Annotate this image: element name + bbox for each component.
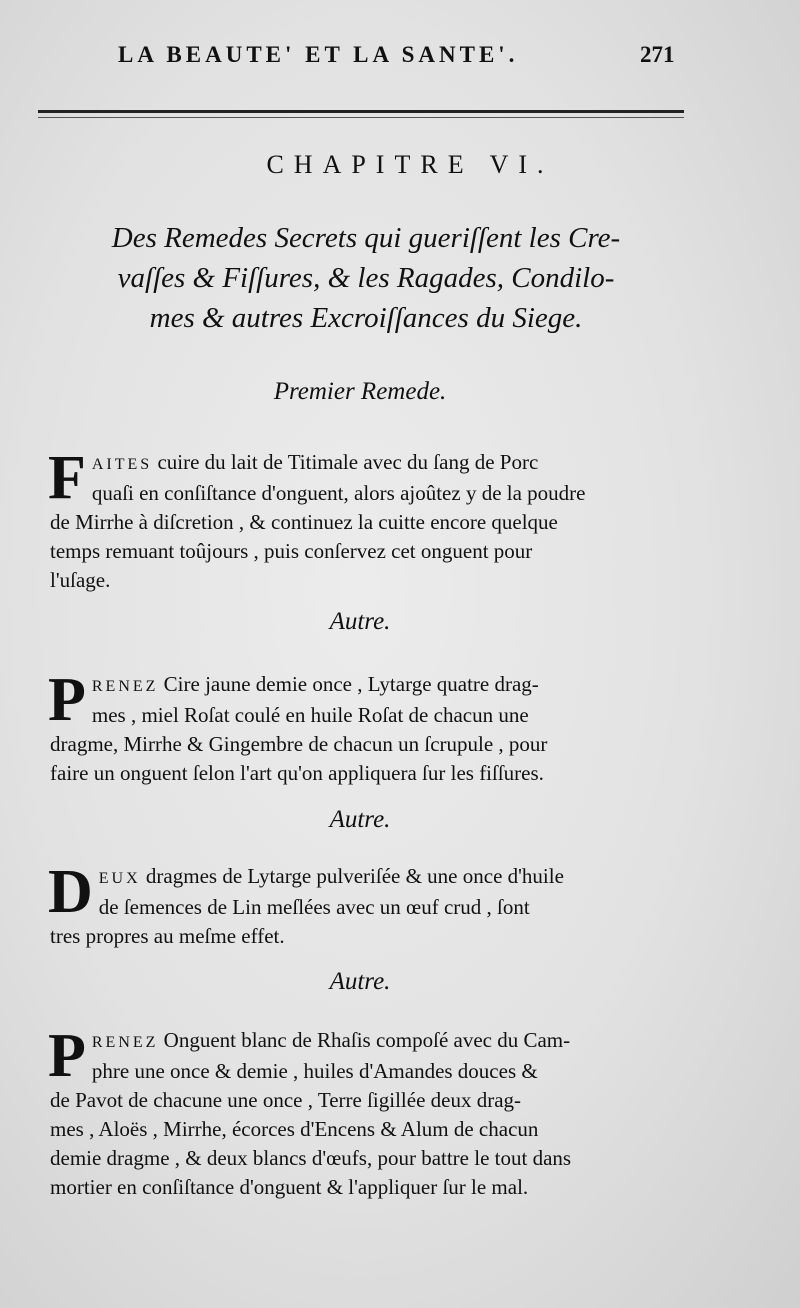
small-caps-word: AITES	[91, 456, 153, 473]
small-caps-word: EUX	[98, 870, 141, 887]
paragraph-text: cuire du lait de Titimale avec du ſang de Porc	[152, 450, 539, 474]
paragraph-text: dragmes de Lytarge pulveriſée & une once d'huile	[140, 864, 564, 888]
paragraph-line	[50, 448, 700, 479]
chapter-title-line: vaſſes & Fiſſures, & les Ragades, Condilo-	[117, 262, 615, 294]
paragraph-line: phre une once & demie , huiles d'Amandes douces &	[91, 1059, 538, 1083]
paragraph-line: dragme, Mirrhe & Gingembre de chacun un ſcrupule , pour	[50, 732, 548, 756]
section-paragraph	[48, 444, 700, 595]
paragraph-line	[50, 1026, 700, 1057]
drop-cap: F	[48, 444, 86, 512]
chapter-title	[36, 218, 696, 338]
running-head	[0, 38, 800, 78]
paragraph-line: demie dragme , & deux blancs d'œufs, pour battre le tout dans	[50, 1146, 572, 1170]
paragraph-line	[50, 862, 700, 893]
paragraph-text: Cire jaune demie once , Lytarge quatre drag-	[158, 672, 539, 696]
drop-cap: P	[48, 666, 86, 734]
paragraph-line: faire un onguent ſelon l'art qu'on appliquera ſur les fiſſures.	[50, 761, 544, 785]
paragraph-line: de Pavot de chacune une once , Terre ſigillée deux drag-	[50, 1088, 522, 1112]
chapter-title-line: Des Remedes Secrets qui gueriſſent les Cre-	[111, 222, 621, 254]
paragraph-line: l'uſage.	[50, 568, 111, 592]
paragraph-line: quaſi en conſiſtance d'onguent, alors ajoûtez y de la poudre	[91, 481, 586, 505]
paragraph-line	[50, 670, 700, 701]
header-rule-thin	[38, 117, 684, 118]
section-heading: Autre.	[329, 806, 391, 833]
section-paragraph	[48, 666, 700, 788]
section-paragraph	[48, 858, 700, 951]
drop-cap: P	[48, 1022, 86, 1090]
paragraph-line: tres propres au meſme effet.	[50, 924, 285, 948]
paragraph-line: mes , Aloës , Mirrhe, écorces d'Encens & Alum de chacun	[50, 1117, 539, 1141]
small-caps-word: RENEZ	[91, 1034, 159, 1051]
paragraph-text: Onguent blanc de Rhaſis compoſé avec du Cam-	[158, 1028, 571, 1052]
section-heading: Autre.	[329, 968, 391, 995]
chapter-title-line: mes & autres Excroiſſances du Siege.	[149, 302, 583, 334]
running-title: LA BEAUTE' ET LA SANTE'.	[118, 42, 519, 67]
small-caps-word: RENEZ	[91, 678, 159, 695]
paragraph-line: mes , miel Roſat coulé en huile Roſat de chacun une	[91, 703, 529, 727]
header-rule	[38, 110, 684, 113]
paragraph-line: temps remuant toûjours , puis conſervez cet onguent pour	[50, 539, 533, 563]
paragraph-line: de ſemences de Lin meſlées avec un œuf crud , ſont	[98, 895, 530, 919]
paragraph-line: mortier en conſiſtance d'onguent & l'appliquer ſur le mal.	[50, 1175, 529, 1199]
section-heading: Premier Remede.	[273, 378, 447, 405]
section-paragraph	[48, 1022, 700, 1202]
paragraph-line: de Mirrhe à diſcretion , & continuez la cuitte encore quelque	[50, 510, 558, 534]
page-number: 271	[640, 42, 675, 67]
chapter-label: CHAPITRE VI.	[266, 150, 554, 179]
section-heading: Autre.	[329, 608, 391, 635]
drop-cap: D	[48, 858, 93, 926]
